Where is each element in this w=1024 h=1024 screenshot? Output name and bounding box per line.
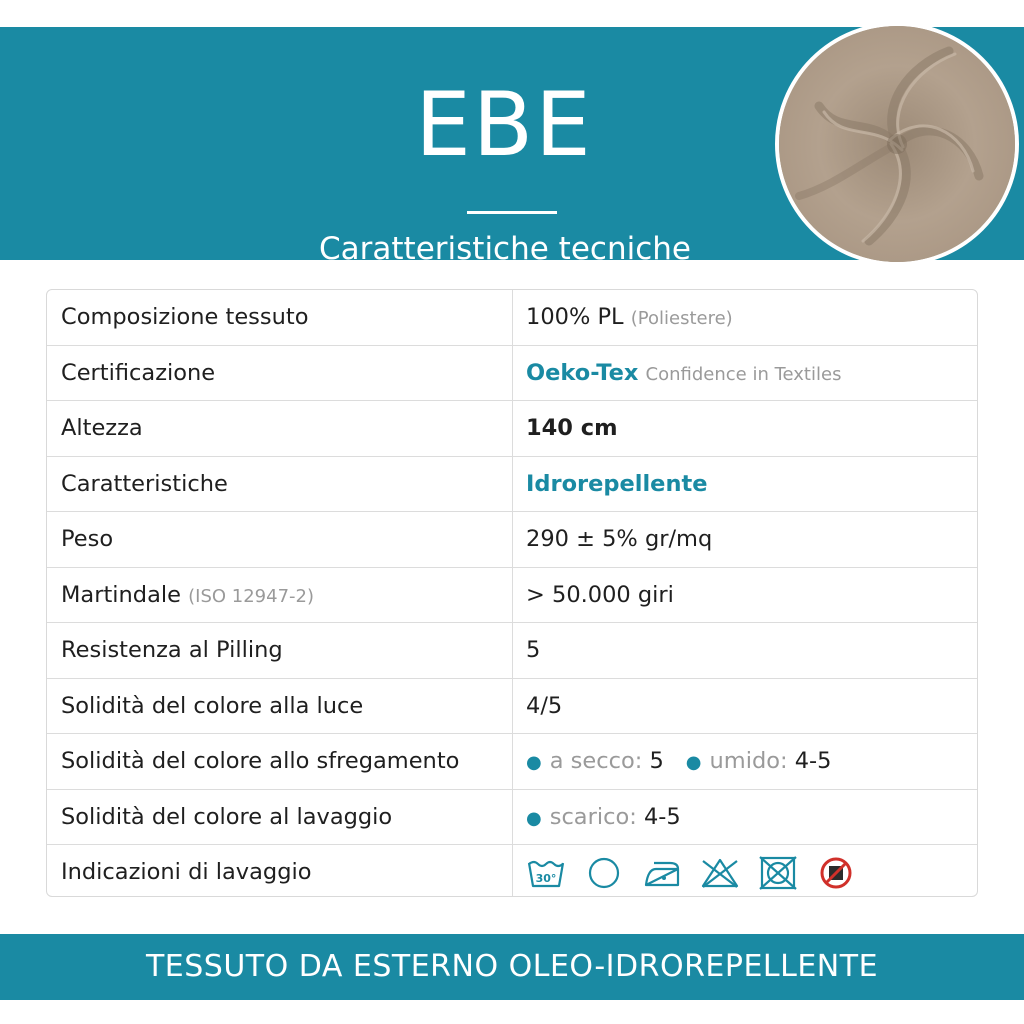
height-value: 140 cm bbox=[526, 415, 618, 441]
table-row-pilling bbox=[47, 623, 977, 679]
table-row-certification bbox=[47, 346, 977, 402]
bullet-icon: ● bbox=[685, 752, 702, 773]
composition-note: (Poliestere) bbox=[630, 308, 733, 329]
washing-fastness-value bbox=[526, 790, 681, 845]
bullet-icon: ● bbox=[526, 807, 542, 829]
washing-fastness-label: Solidità del colore al lavaggio bbox=[61, 803, 393, 830]
light-fastness-value: 4/5 bbox=[526, 692, 563, 719]
pilling-label: Resistenza al Pilling bbox=[61, 637, 283, 663]
wet-label: umido: bbox=[709, 748, 788, 774]
product-title: EBE bbox=[415, 73, 593, 176]
footer-banner bbox=[0, 934, 1024, 1000]
composition-label: Composizione tessuto bbox=[61, 304, 309, 330]
table-row-weight bbox=[47, 512, 977, 568]
certification-brand: Oeko-Tex bbox=[526, 359, 639, 386]
dry-value: 5 bbox=[649, 748, 664, 774]
rubbing-fastness-label: Solidità del colore allo sfregamento bbox=[61, 748, 460, 774]
martindale-label-cell bbox=[61, 568, 314, 623]
certification-value bbox=[526, 346, 841, 401]
composition-main: 100% PL bbox=[526, 304, 624, 330]
no-bleach-icon bbox=[700, 855, 740, 891]
fabric-swatch-image bbox=[775, 22, 1019, 266]
no-tumble-dry-icon bbox=[758, 855, 798, 891]
certification-note: Confidence in Textiles bbox=[645, 363, 842, 385]
weight-label: Peso bbox=[61, 526, 114, 552]
wet-value: 4-5 bbox=[794, 748, 832, 774]
table-row-washing-fastness bbox=[47, 790, 977, 846]
page-subtitle: Caratteristiche tecniche bbox=[319, 231, 691, 267]
care-label: Indicazioni di lavaggio bbox=[61, 859, 312, 885]
footer-tagline: TESSUTO DA ESTERNO OLEO-IDROREPELLENTE bbox=[145, 949, 879, 984]
features-label: Caratteristiche bbox=[61, 470, 228, 497]
table-row-composition bbox=[47, 290, 977, 346]
pilling-value: 5 bbox=[526, 637, 541, 663]
dry-clean-icon bbox=[584, 855, 624, 891]
table-row-features bbox=[47, 457, 977, 513]
title-divider bbox=[467, 211, 557, 214]
martindale-value: > 50.000 giri bbox=[526, 581, 674, 608]
bullet-icon: ● bbox=[526, 752, 542, 773]
care-icons bbox=[526, 855, 856, 891]
table-row-rubbing-fastness bbox=[47, 734, 977, 790]
specifications-table bbox=[46, 289, 978, 897]
wash-30-icon bbox=[526, 855, 566, 891]
height-label: Altezza bbox=[61, 415, 143, 441]
weight-value: 290 ± 5% gr/mq bbox=[526, 526, 713, 552]
table-row-martindale bbox=[47, 568, 977, 624]
certification-label: Certificazione bbox=[61, 359, 216, 386]
iron-low-icon bbox=[642, 855, 682, 891]
light-fastness-label: Solidità del colore alla luce bbox=[61, 692, 364, 719]
rubbing-fastness-value bbox=[526, 734, 831, 789]
martindale-note: (ISO 12947-2) bbox=[188, 585, 314, 607]
table-row-care bbox=[47, 845, 977, 897]
discharge-value: 4-5 bbox=[643, 803, 681, 830]
dry-label: a secco: bbox=[549, 748, 643, 774]
discharge-label: scarico: bbox=[549, 803, 637, 830]
martindale-label: Martindale bbox=[61, 581, 181, 608]
table-row-height bbox=[47, 401, 977, 457]
wash-temp-text: 30° bbox=[535, 872, 557, 885]
composition-value bbox=[526, 290, 733, 345]
features-value: Idrorepellente bbox=[526, 470, 708, 497]
no-wring-icon bbox=[816, 855, 856, 891]
table-row-light-fastness bbox=[47, 679, 977, 735]
